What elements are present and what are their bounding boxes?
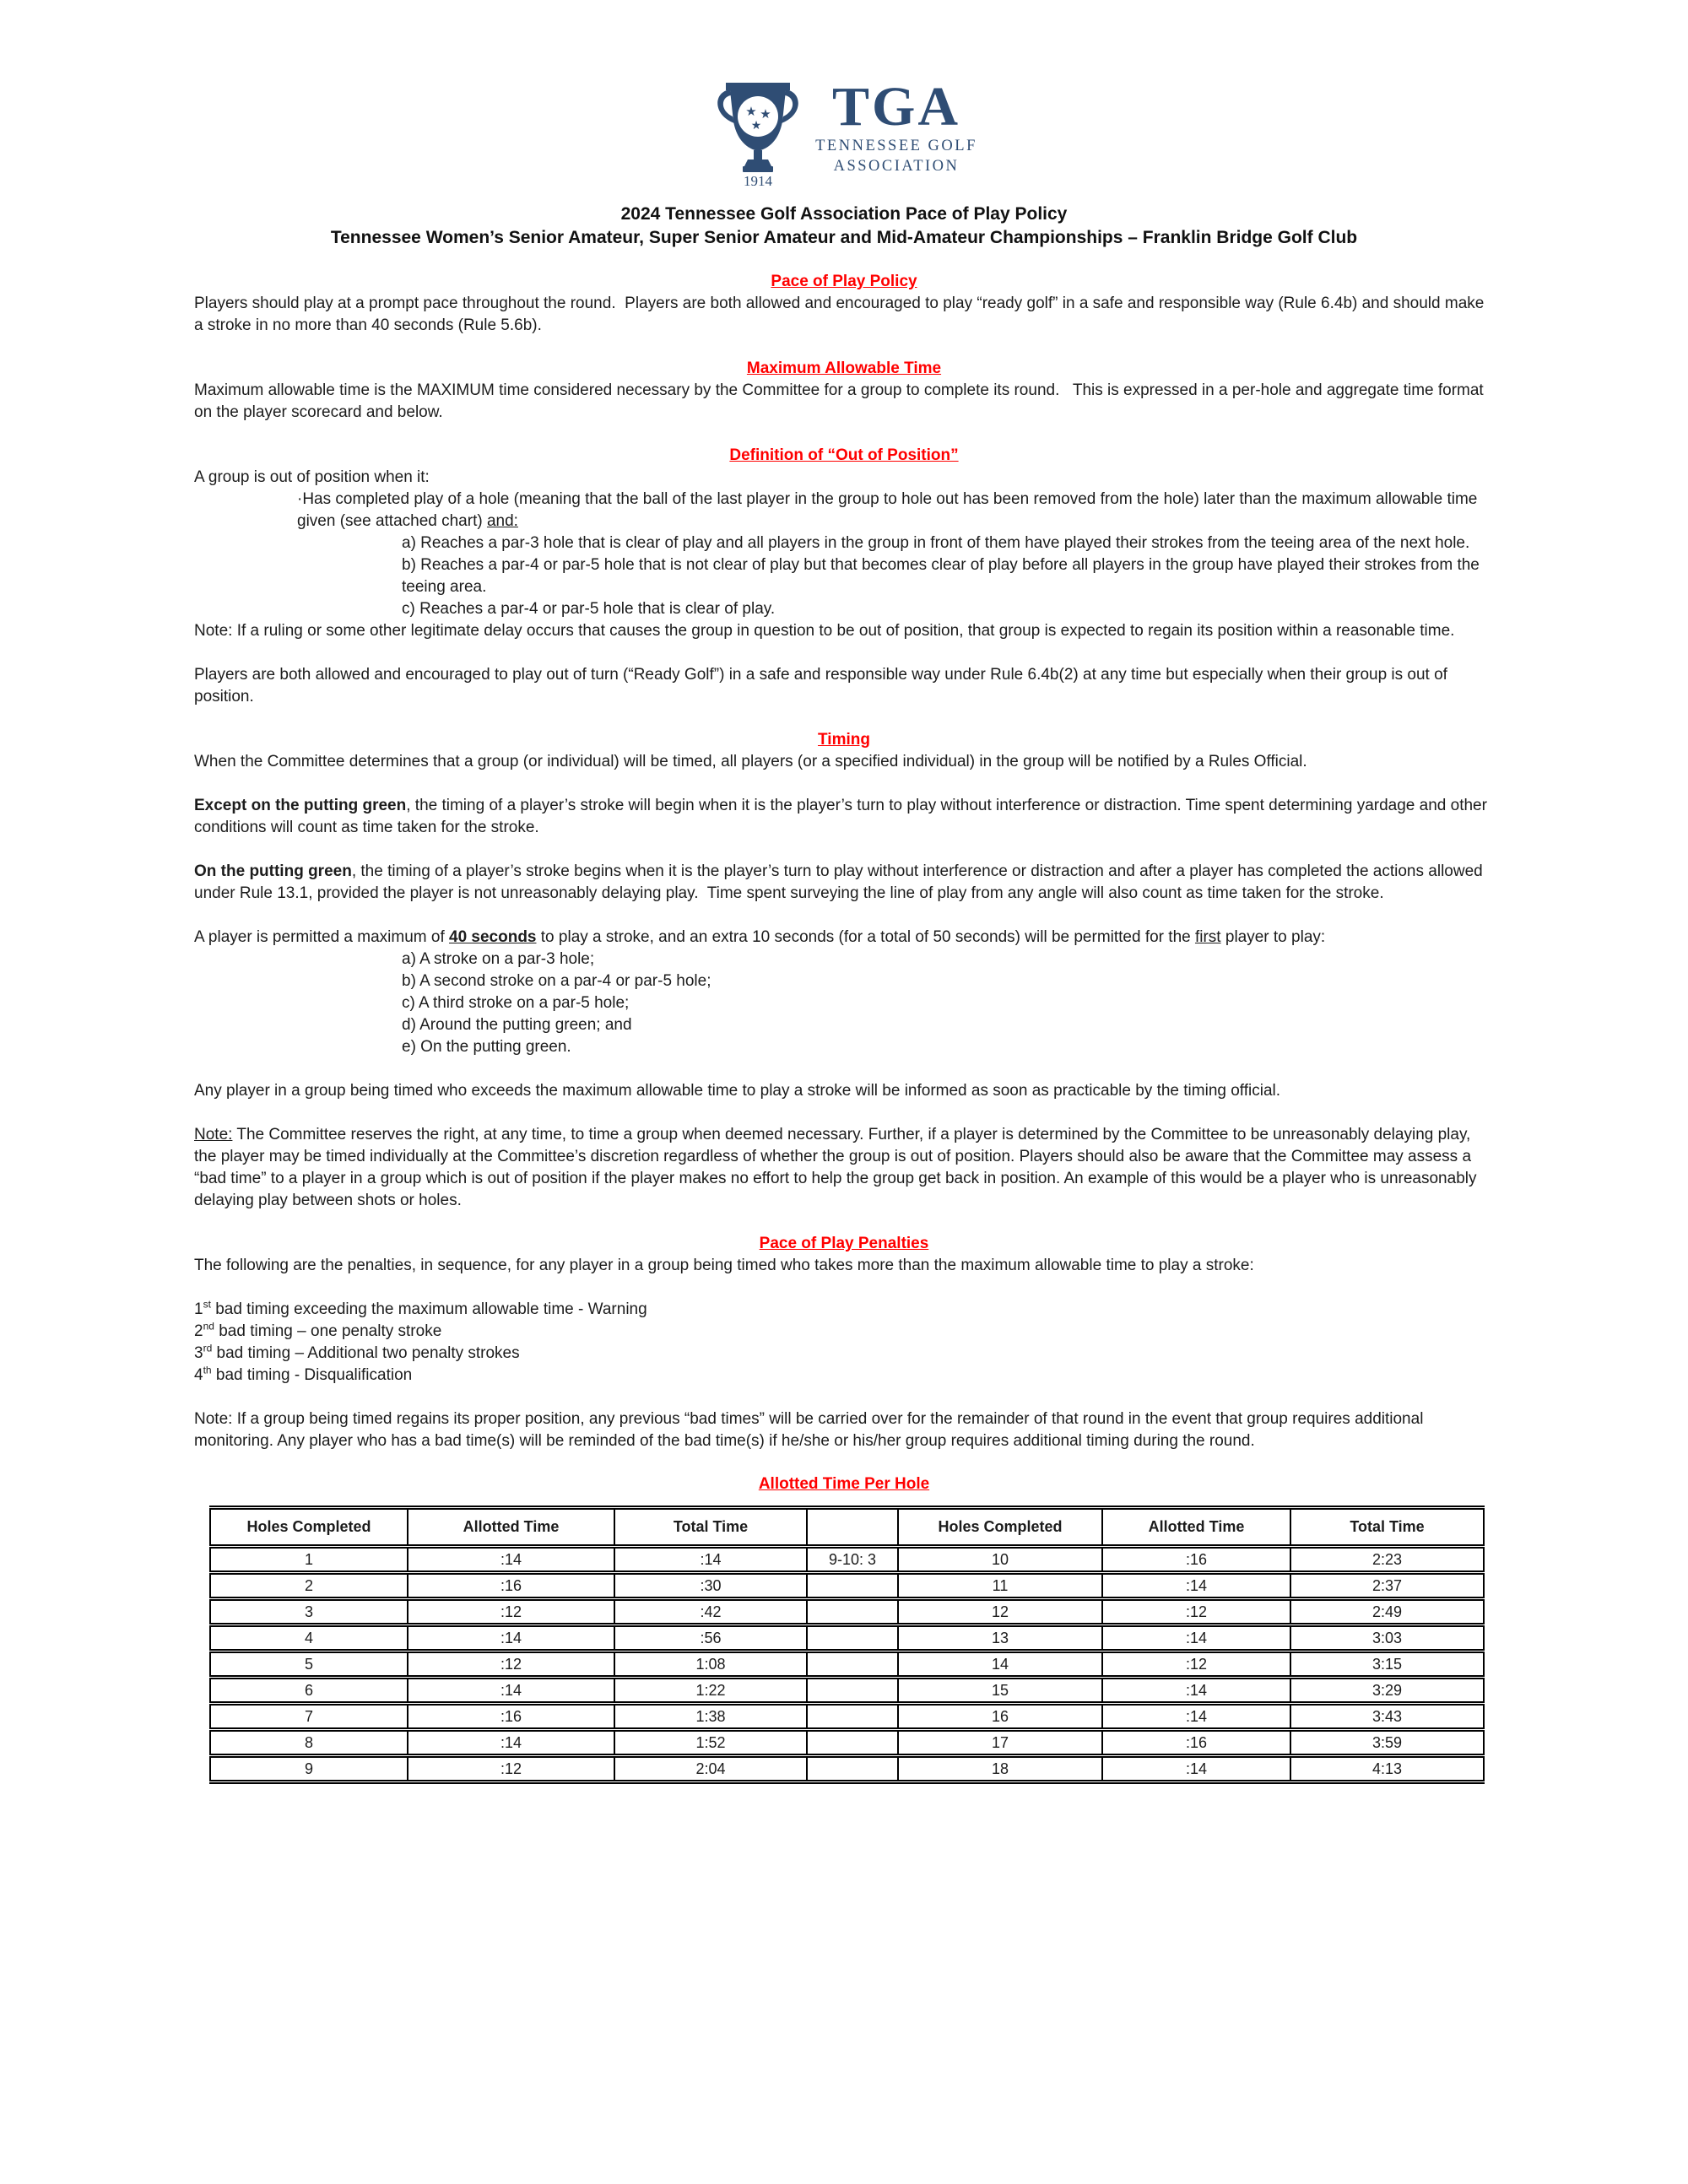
cell-turn-time <box>807 1704 898 1730</box>
col-header-total-time-front: Total Time <box>614 1508 807 1547</box>
permit-seg1: A player is permitted a maximum of <box>194 928 449 946</box>
heading-out-of-position: Definition of “Out of Position” <box>729 446 959 464</box>
cell-total: 1:38 <box>614 1704 807 1730</box>
cell-total: 3:59 <box>1290 1730 1484 1756</box>
cell-hole: 4 <box>210 1625 408 1652</box>
cell-hole: 7 <box>210 1704 408 1730</box>
cell-total: 2:37 <box>1290 1573 1484 1599</box>
document-title: 2024 Tennessee Golf Association Pace of Play Policy <box>620 204 1068 224</box>
cell-total: 1:52 <box>614 1730 807 1756</box>
heading-penalties: Pace of Play Penalties <box>759 1235 929 1252</box>
cell-hole: 17 <box>898 1730 1102 1756</box>
heading-maximum-allowable-time: Maximum Allowable Time <box>746 359 942 377</box>
col-header-allotted-time-front: Allotted Time <box>408 1508 614 1547</box>
timing-note-rest: The Committee reserves the right, at any time, to time a group when deemed necessary. Further, if a player is determined by the Committee to be unreasonably delaying play, the player may be timed individually at the Committee’s discretion regardless of whether the group is out of position. Players should also be aware that the Committee may assess a “bad time” to a player in a group which is out of position if the player makes no effort to help the group get back in position. An example of this would be a player who is unreasonably delaying play between shots or holes. <box>194 1126 1481 1209</box>
paragraph-oop-item-b: b) Reaches a par-4 or par-5 hole that is not clear of play but that becomes clear of play before all players in the group have played their strokes from the teeing area. <box>402 556 1485 596</box>
heading-pace-of-play-policy: Pace of Play Policy <box>771 273 917 290</box>
table-row <box>210 1756 1484 1782</box>
table-header-row <box>210 1508 1484 1547</box>
paragraph-oop-intro: A group is out of position when it: <box>194 468 430 486</box>
cell-hole: 6 <box>210 1678 408 1704</box>
timing-except-bold: Except on the putting green <box>194 797 407 814</box>
timing-on-rest: , the timing of a player’s stroke begins when it is the player’s turn to play without interference or distraction and after a player has completed the actions allowed under Rule 13.1, provided the player is not unreasonably delaying play. Time spent surveying the line of play from any angle will also count as time taken for the stroke. <box>194 862 1487 902</box>
penalty-2-ordinal: nd <box>203 1320 214 1333</box>
penalty-3-num: 3 <box>194 1344 203 1362</box>
timing-list-item-b: b) A second stroke on a par-4 or par-5 hole; <box>402 972 711 990</box>
cell-allotted: :12 <box>1102 1599 1290 1625</box>
cell-allotted: :12 <box>408 1652 614 1678</box>
cell-hole: 18 <box>898 1756 1102 1782</box>
allotted-time-table <box>209 1506 1485 1784</box>
document-subtitle: Tennessee Women’s Senior Amateur, Super Senior Amateur and Mid-Amateur Championships – Franklin Bridge Golf Club <box>330 228 1358 247</box>
svg-text:★: ★ <box>760 106 771 122</box>
timing-list-item-a: a) A stroke on a par-3 hole; <box>402 950 595 968</box>
timing-list-item-c: c) A third stroke on a par-5 hole; <box>402 994 630 1012</box>
cell-allotted: :14 <box>408 1625 614 1652</box>
cell-allotted: :12 <box>1102 1652 1290 1678</box>
cell-turn-time <box>807 1756 898 1782</box>
cell-hole: 9 <box>210 1756 408 1782</box>
cell-turn-time <box>807 1625 898 1652</box>
col-header-holes-completed-front: Holes Completed <box>210 1508 408 1547</box>
penalty-1-text: bad timing exceeding the maximum allowable time - Warning <box>210 1300 647 1318</box>
cell-total: 1:08 <box>614 1652 807 1678</box>
penalty-4-text: bad timing - Disqualification <box>211 1366 413 1384</box>
paragraph-pace-policy: Players should play at a prompt pace throughout the round. Players are both allowed and encouraged to play “ready golf” in a safe and responsible way (Rule 6.4b) and should make a stroke in no more than 40 seconds (Rule 5.6b). <box>194 295 1489 334</box>
paragraph-oop-note: Note: If a ruling or some other legitimate delay occurs that causes the group in question to be out of position, that group is expected to regain its position within a reasonable time. <box>194 622 1455 640</box>
cell-total: 2:23 <box>1290 1547 1484 1573</box>
table-row <box>210 1547 1484 1573</box>
penalty-3-ordinal: rd <box>203 1342 213 1354</box>
paragraph-timing-on-green <box>194 861 1494 905</box>
permit-first: first <box>1194 928 1221 946</box>
table-row <box>210 1652 1484 1678</box>
col-header-turn <box>807 1508 898 1547</box>
paragraph-penalties-intro: The following are the penalties, in sequence, for any player in a group being timed who takes more than the maximum allowable time to play a stroke: <box>194 1257 1254 1274</box>
paragraph-ready-golf: Players are both allowed and encouraged to play out of turn (“Ready Golf”) in a safe and responsible way under Rule 6.4b(2) at any time but especially when their group is out of position. <box>194 666 1453 705</box>
logo-year: 1914 <box>744 173 773 187</box>
cell-allotted: :14 <box>1102 1573 1290 1599</box>
paragraph-oop-item-a: a) Reaches a par-3 hole that is clear of play and all players in the group in front of them have played their strokes from the teeing area of the next hole. <box>402 534 1470 552</box>
cell-allotted: :12 <box>408 1756 614 1782</box>
cell-turn-time <box>807 1599 898 1625</box>
cell-allotted: :14 <box>1102 1678 1290 1704</box>
col-header-total-time-back: Total Time <box>1290 1508 1484 1547</box>
cell-hole: 1 <box>210 1547 408 1573</box>
table-row <box>210 1573 1484 1599</box>
cell-hole: 12 <box>898 1599 1102 1625</box>
cell-allotted: :16 <box>1102 1730 1290 1756</box>
penalty-3-text: bad timing – Additional two penalty strokes <box>212 1344 520 1362</box>
cell-hole: 5 <box>210 1652 408 1678</box>
cell-total: :42 <box>614 1599 807 1625</box>
cell-allotted: :14 <box>408 1730 614 1756</box>
cell-turn-time: 9-10: 3 <box>807 1547 898 1573</box>
logo-tga-text: TGA <box>831 76 961 138</box>
timing-except-rest: , the timing of a player’s stroke will begin when it is the player’s turn to play without interference or distraction. Time spent determining yardage and other conditions will count as time taken for the stroke. <box>194 797 1492 836</box>
paragraph-timing-except <box>194 795 1494 839</box>
paragraph-timing-note <box>194 1124 1494 1212</box>
cell-hole: 2 <box>210 1573 408 1599</box>
paragraph-timing-informed: Any player in a group being timed who exceeds the maximum allowable time to play a stroke will be informed as soon as practicable by the timing official. <box>194 1082 1281 1100</box>
cell-turn-time <box>807 1573 898 1599</box>
cell-allotted: :14 <box>408 1678 614 1704</box>
permit-seg3: player to play: <box>1220 928 1326 946</box>
cell-allotted: :16 <box>408 1704 614 1730</box>
col-header-holes-completed-back: Holes Completed <box>898 1508 1102 1547</box>
cell-total: :56 <box>614 1625 807 1652</box>
penalty-item-4 <box>194 1365 1494 1387</box>
cell-total: 2:49 <box>1290 1599 1484 1625</box>
table-row <box>210 1678 1484 1704</box>
heading-timing: Timing <box>818 731 870 749</box>
cell-allotted: :12 <box>408 1599 614 1625</box>
table-row <box>210 1704 1484 1730</box>
table-row <box>210 1599 1484 1625</box>
table-row <box>210 1730 1484 1756</box>
cell-total: :14 <box>614 1547 807 1573</box>
cell-hole: 16 <box>898 1704 1102 1730</box>
penalty-1-ordinal: st <box>203 1298 211 1311</box>
cell-allotted: :14 <box>1102 1756 1290 1782</box>
col-header-allotted-time-back: Allotted Time <box>1102 1508 1290 1547</box>
paragraph-oop-bullet <box>297 489 1494 532</box>
tga-logo <box>194 78 1494 187</box>
penalty-2-text: bad timing – one penalty stroke <box>214 1322 442 1340</box>
timing-list-item-d: d) Around the putting green; and <box>402 1016 632 1034</box>
logo-wordmark <box>815 78 977 176</box>
timing-on-bold: On the putting green <box>194 862 352 880</box>
cell-hole: 13 <box>898 1625 1102 1652</box>
penalty-2-num: 2 <box>194 1322 203 1340</box>
cell-hole: 14 <box>898 1652 1102 1678</box>
logo-org-line2: ASSOCIATION <box>833 158 960 175</box>
cell-turn-time <box>807 1652 898 1678</box>
paragraph-maximum-allowable-time: Maximum allowable time is the MAXIMUM time considered necessary by the Committee for a group to complete its round. This is expressed in a per-hole and aggregate time format on the player scorecard and below. <box>194 381 1488 421</box>
oop-bullet-and: and: <box>486 512 518 530</box>
trophy-icon <box>711 78 805 187</box>
cell-allotted: :16 <box>1102 1547 1290 1573</box>
cell-total: 2:04 <box>614 1756 807 1782</box>
svg-text:★: ★ <box>750 119 762 132</box>
cell-total: 3:15 <box>1290 1652 1484 1678</box>
cell-total: 4:13 <box>1290 1756 1484 1782</box>
cell-total: :30 <box>614 1573 807 1599</box>
cell-allotted: :14 <box>1102 1704 1290 1730</box>
paragraph-oop-item-c: c) Reaches a par-4 or par-5 hole that is clear of play. <box>402 600 776 618</box>
timing-list-item-e: e) On the putting green. <box>402 1038 571 1056</box>
penalty-4-ordinal: th <box>203 1364 212 1376</box>
cell-hole: 3 <box>210 1599 408 1625</box>
svg-text:★: ★ <box>745 104 757 119</box>
permit-seg2: to play a stroke, and an extra 10 seconds (for a total of 50 seconds) will be permitted for the <box>536 928 1195 946</box>
cell-hole: 11 <box>898 1573 1102 1599</box>
permit-40-seconds: 40 seconds <box>449 928 537 946</box>
penalty-item-2 <box>194 1321 1494 1343</box>
penalty-4-num: 4 <box>194 1366 203 1384</box>
cell-total: 3:29 <box>1290 1678 1484 1704</box>
oop-bullet-text: ·Has completed play of a hole (meaning that the ball of the last player in the group to hole out has been removed from the hole) later than the maximum allowable time given (see attached chart) <box>297 490 1482 530</box>
penalty-item-3 <box>194 1343 1494 1365</box>
penalty-item-1 <box>194 1299 1494 1321</box>
paragraph-timing-permitted <box>194 927 1494 949</box>
timing-note-label: Note: <box>194 1126 233 1143</box>
cell-hole: 8 <box>210 1730 408 1756</box>
cell-allotted: :14 <box>1102 1625 1290 1652</box>
penalty-1-num: 1 <box>194 1300 203 1318</box>
cell-turn-time <box>807 1730 898 1756</box>
table-row <box>210 1625 1484 1652</box>
paragraph-timing-notified: When the Committee determines that a group (or individual) will be timed, all players (or a specified individual) in the group will be notified by a Rules Official. <box>194 753 1307 770</box>
logo-org-line1: TENNESSEE GOLF <box>815 138 977 154</box>
cell-allotted: :16 <box>408 1573 614 1599</box>
heading-allotted-time: Allotted Time Per Hole <box>758 1475 930 1493</box>
paragraph-penalties-note: Note: If a group being timed regains its proper position, any previous “bad times” will be carried over for the remainder of that round in the event that group requires additional monitoring. Any player who has a bad time(s) will be reminded of the bad time(s) if he/she or his/her group requires additional timing during the round. <box>194 1410 1428 1450</box>
cell-allotted: :14 <box>408 1547 614 1573</box>
cell-hole: 10 <box>898 1547 1102 1573</box>
cell-hole: 15 <box>898 1678 1102 1704</box>
cell-total: 1:22 <box>614 1678 807 1704</box>
cell-turn-time <box>807 1678 898 1704</box>
cell-total: 3:43 <box>1290 1704 1484 1730</box>
cell-total: 3:03 <box>1290 1625 1484 1652</box>
